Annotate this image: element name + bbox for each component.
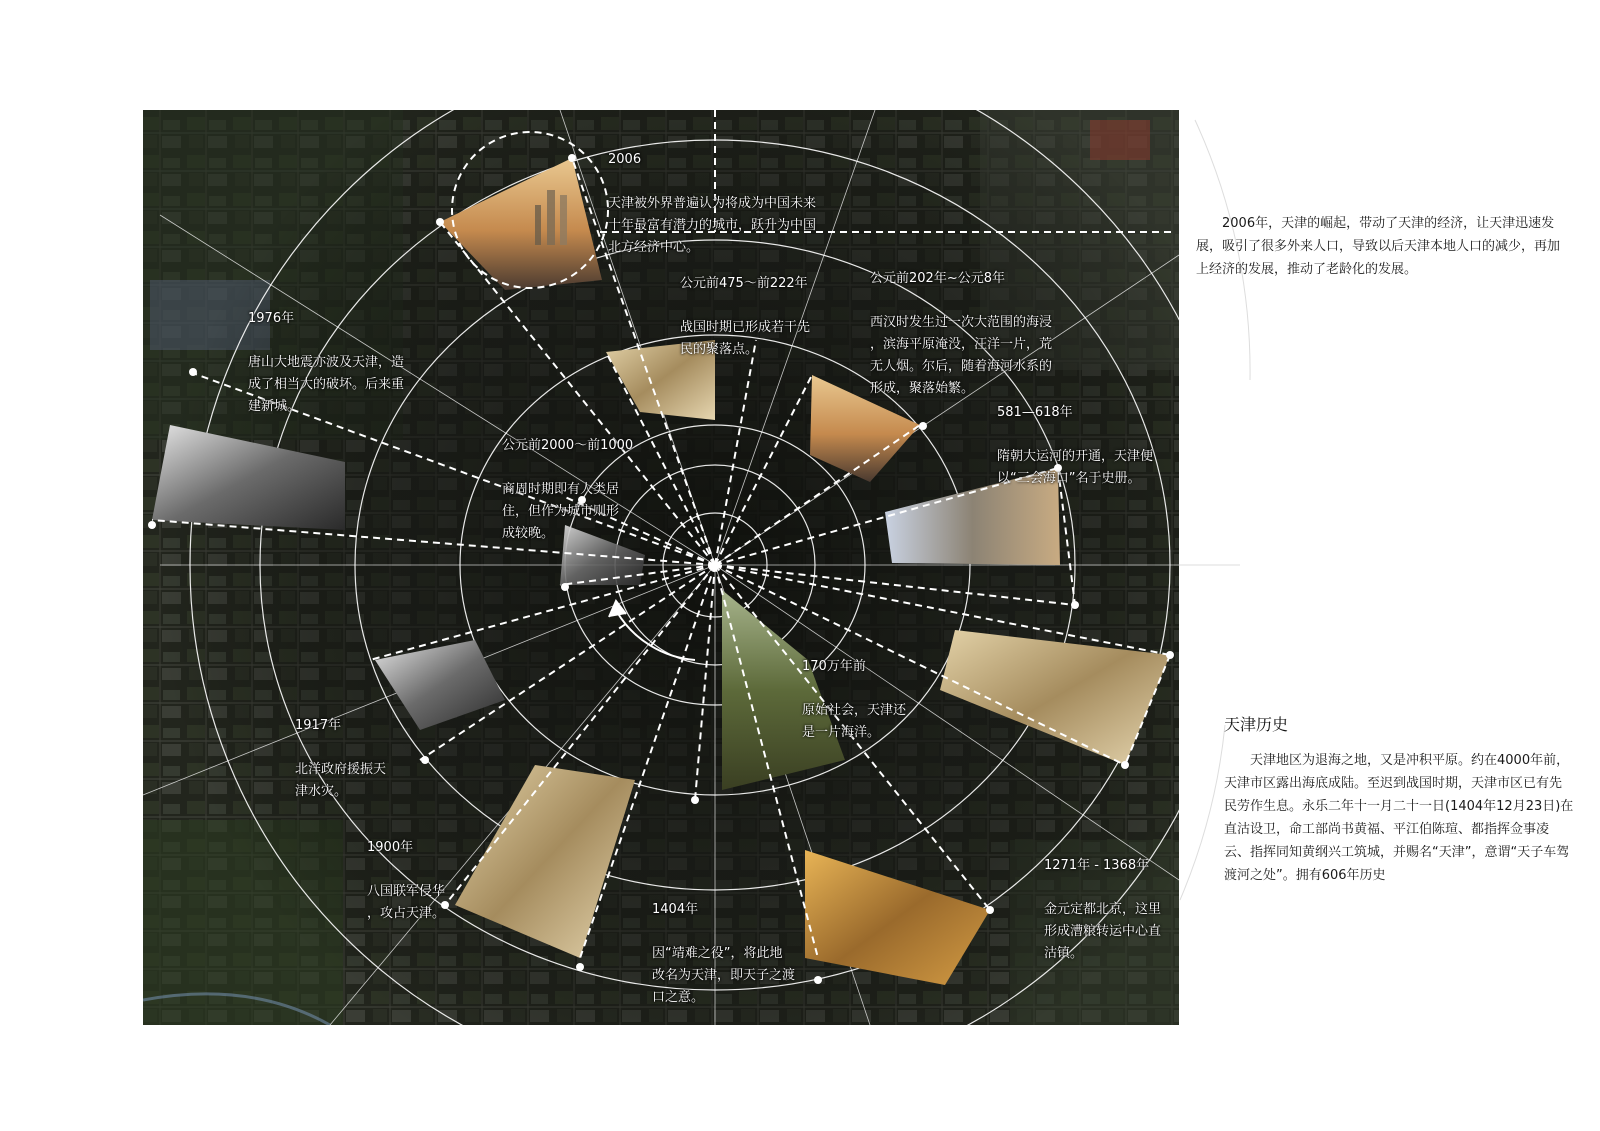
event-label-1976 [248, 286, 438, 418]
event-text: 西汉时发生过一次大范围的海浸 ，滨海平原淹没，汪洋一片，荒 无人烟。尔后，随着海河水系的 形成，聚落始繁。 [870, 315, 1053, 396]
event-year: 1976年 [248, 311, 295, 326]
event-year: 公元前202年~公元8年 [870, 271, 1005, 286]
event-text: 金元定都北京，这里 形成漕粮转运中心直 沽镇。 [1044, 902, 1162, 961]
event-label-1917 [295, 693, 415, 803]
event-year: 1917年 [295, 718, 342, 733]
history-paragraph: 天津地区为退海之地，又是冲积平原。约在4000年前，天津市区露出海底成陆。至迟到战国时期，天津市区已有先民劳作生息。永乐二年十一月二十一日(1404年12月23日)在直沽设卫，命工部尚书黄福、平江伯陈瑄、都指挥佥事凌云、指挥同知黄纲兴工筑城，并赐名“天津”，意谓“天子车驾渡河之处”。拥有606年历史 [1224, 753, 1574, 883]
event-label-475bc [680, 251, 840, 361]
history-title: 天津历史 [1224, 715, 1289, 734]
event-year: 2006 [608, 152, 642, 167]
event-text: 八国联军侵华 ，攻占天津。 [367, 884, 446, 921]
intro-paragraph: 2006年，天津的崛起，带动了天津的经济，让天津迅速发展，吸引了很多外来人口，导致以后天津本地人口的减少，再加上经济的发展，推动了老龄化的发展。 [1196, 216, 1561, 277]
event-year: 581—618年 [997, 405, 1073, 420]
event-text: 商周时期即有人类居 住，但作为城市则形 成较晚。 [502, 482, 620, 541]
event-year: 1271年 - 1368年 [1044, 858, 1150, 873]
event-label-1900 [367, 815, 487, 925]
event-year: 1404年 [652, 902, 699, 917]
event-year: 公元前2000～前1000 [502, 438, 634, 453]
event-label-202bc [870, 246, 1090, 400]
event-text: 唐山大地震亦波及天津，造 成了相当大的破坏。后来重 建新城。 [248, 355, 405, 414]
event-label-170w [802, 634, 942, 744]
event-text: 北洋政府援振天 津水灾。 [295, 762, 387, 799]
event-text: 因“靖难之役”，将此地 改名为天津，即天子之渡 口之意。 [652, 946, 796, 1005]
event-label-581 [997, 380, 1187, 490]
event-label-2000bc [502, 413, 652, 545]
event-year: 170万年前 [802, 659, 866, 674]
event-year: 1900年 [367, 840, 414, 855]
event-label-1271 [1044, 833, 1214, 965]
event-year: 公元前475～前222年 [680, 276, 808, 291]
event-text: 原始社会，天津还 是一片海洋。 [802, 703, 907, 740]
event-text: 隋朝大运河的开通，天津便 以“三会海口”名于史册。 [997, 449, 1154, 486]
event-label-2006 [608, 127, 838, 259]
event-text: 天津被外界普遍认为将成为中国未来 十年最富有潜力的城市，跃升为中国 北方经济中心。 [608, 196, 817, 255]
event-text: 战国时期已形成若干先 民的聚落点。 [680, 320, 811, 357]
event-label-1404 [652, 877, 842, 1009]
